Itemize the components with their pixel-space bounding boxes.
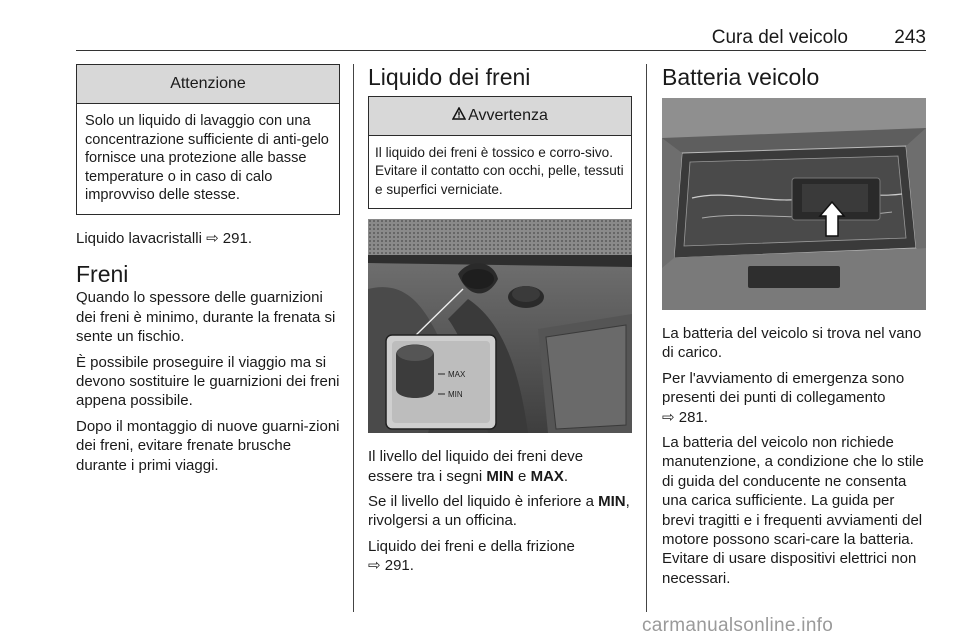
watermark: carmanualsonline.info [642,615,834,636]
level-paragraph: Il livello del liquido dei freni deve essere tra i segni MIN e MAX. [368,448,584,485]
battery-location-photo [662,98,926,310]
brake-fluid-reservoir-photo [368,219,632,433]
notice-body: Solo un liquido di lavaggio con una concentrazione sufficiente di anti-gelo fornisce una protezione alle basse temperature o in caso di calo improvviso delle stesse. [85,113,329,204]
section-title: Cura del veicolo [711,27,848,48]
page-header [76,22,926,51]
warning-box [368,96,632,209]
vehicle-battery-heading: Batteria veicolo [662,64,820,90]
notice-title: Attenzione [77,65,339,104]
column-divider [353,64,354,612]
notice-box [76,64,340,215]
brakes-paragraph: Quando lo spessore delle guarnizioni dei freni è minimo, durante la frenata si sente un fischio. [76,289,336,346]
warning-title-text: Avvertenza [468,107,548,124]
warning-triangle-icon [452,97,466,135]
brakes-heading: Freni [76,261,129,288]
washer-fluid-reference[interactable]: Liquido lavacristalli ⇨ 291. [76,229,252,247]
warning-body: Il liquido dei freni è tossico e corro-sivo. Evitare il contatto con occhi, pelle, tessuti e superfici verniciate. [375,145,624,197]
battery-jump-start-paragraph: Per l'avviamento di emergenza sono presenti dei punti di collegamento ⇨ 281. [662,369,905,426]
max-mark-label: MAX [448,370,466,380]
battery-paragraph: La batteria del veicolo non richiede manutenzione, a condizione che lo stile di guida del conducente ne consenta una carica sufficiente. La guida per brevi tragitti e i frequenti avviamenti del motore possono scari-care la batteria. Evitare di usare dispositivi elettrici non necessari. [662,434,924,587]
column-right [662,64,928,588]
column-left [76,64,340,475]
low-level-paragraph: Se il livello del liquido è inferiore a MIN, rivolgersi a un officina. [368,493,630,530]
brakes-paragraph: Dopo il montaggio di nuove guarni-zioni dei freni, evitare frenate brusche durante i primi viaggi. [76,417,340,474]
column-divider [646,64,647,612]
column-middle [368,64,632,576]
page-reference-arrow-icon[interactable]: ⇨ 281. [662,408,708,426]
page-reference-arrow-icon: ⇨ 291. [368,557,414,575]
brake-fluid-heading: Liquido dei freni [368,64,531,90]
battery-paragraph: La batteria del veicolo si trova nel vano di carico. [662,325,922,362]
min-mark-label: MIN [448,390,463,400]
page-number: 243 [894,27,926,48]
warning-title [369,97,631,136]
brakes-paragraph: È possibile proseguire il viaggio ma si devono sostituire le guarnizioni dei freni appena possibile. [76,353,340,410]
brake-clutch-fluid-reference[interactable]: Liquido dei freni e della frizione ⇨ 291. [368,537,575,575]
